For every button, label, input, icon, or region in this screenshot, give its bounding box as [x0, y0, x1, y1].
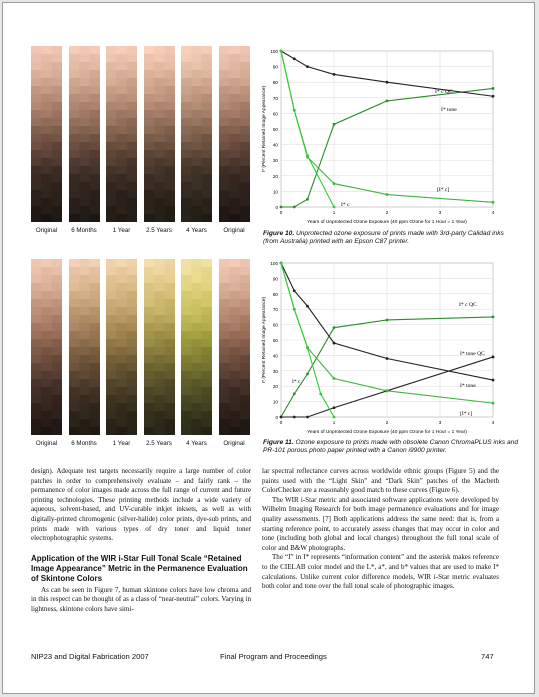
data-point: [333, 326, 336, 329]
skintone-strip: [106, 46, 137, 222]
data-point: [293, 416, 296, 419]
y-tick-label: 70: [272, 95, 278, 101]
data-point: [293, 57, 296, 60]
series-annotation: I* c: [292, 379, 301, 385]
chart-figure-11: [257, 257, 503, 437]
y-tick-label: 0: [275, 415, 278, 420]
strip-label: 6 Months: [71, 227, 97, 234]
series-annotation: [I* c]: [460, 411, 473, 417]
data-point: [386, 357, 389, 360]
strip-label: 4 Years: [186, 440, 207, 447]
skintone-strip: [31, 46, 62, 222]
skintone-strip: [144, 46, 175, 222]
caption-label: Figure 11.: [263, 439, 294, 446]
x-tick-label: 3: [438, 210, 442, 215]
x-tick-label: 3: [438, 420, 442, 425]
skintone-strip: [219, 46, 250, 222]
y-axis-label: I* (Percent Retained Image Appearance): [262, 296, 267, 384]
y-tick-label: 60: [272, 322, 278, 328]
caption-text: Unprotected ozone exposure of prints made with 3rd-party Calidad inks (from Australia) printed with an Epson C87 printer.: [263, 230, 504, 245]
y-tick-label: 90: [272, 276, 278, 282]
y-tick-label: 20: [272, 173, 278, 179]
x-tick-label: 0: [279, 210, 283, 215]
series-annotation: I* tone QC: [460, 351, 485, 357]
series-annotation: I* c QC: [435, 89, 453, 95]
data-point: [386, 389, 389, 392]
data-point: [280, 206, 283, 209]
data-point: [306, 372, 309, 375]
series-annotation: I* c: [341, 202, 350, 208]
strip-label: 2.5 Years: [146, 227, 172, 234]
data-point: [306, 65, 309, 68]
skintone-strip: [69, 46, 100, 222]
y-tick-label: 40: [272, 353, 278, 359]
footer-left: NIP23 and Digital Fabrication 2007: [31, 652, 149, 661]
series-annotation: I* tone: [460, 383, 476, 389]
paragraph: lar spectral reflectance curves across worldwide ethnic groups (Figure 5) and the paints used with the “Light Skin” and “Dark Skin” patches of the Macbeth ColorChecker are a reasonably good match to these curves (Figure 6).: [262, 467, 499, 495]
y-tick-label: 100: [270, 261, 278, 266]
data-point: [333, 182, 336, 185]
data-point: [306, 416, 309, 419]
data-point: [293, 308, 296, 311]
data-point: [386, 81, 389, 84]
y-tick-label: 50: [272, 127, 278, 132]
y-tick-label: 30: [272, 368, 278, 374]
data-point: [492, 316, 495, 319]
x-tick-label: 2: [385, 420, 389, 425]
paragraph: As can be seen in Figure 7, human skintone colors have low chroma and in this respect can be thought of as a class of “near-neutral” colors. Varying in lightness, skintone colors have simi-: [31, 585, 251, 613]
data-point: [306, 305, 309, 308]
y-tick-label: 10: [272, 399, 278, 405]
data-point: [492, 95, 495, 98]
data-point: [333, 123, 336, 126]
section-heading: Application of the WIR i-Star Full Tonal Scale “Retained Image Appearance” Metric in the Permanence Evaluation of Skintone Colors: [31, 553, 248, 583]
y-tick-label: 80: [272, 291, 278, 297]
skintone-strips-fig11: [31, 259, 251, 435]
data-point: [306, 198, 309, 201]
data-point: [333, 206, 336, 209]
left-column: [31, 467, 251, 615]
x-tick-label: 1: [332, 210, 336, 215]
strip-label: 1 Year: [112, 440, 131, 447]
footer-center: Final Program and Proceedings: [220, 652, 327, 661]
paragraph: design). Adequate test targets necessarily require a large number of color patches in order to comprehensively evaluate – and fairly rank – the permanence of color images made across the full range of current and future printing technologies. These printing methods include a wide variety of aqueous, solvent-based, and UV-curable inkjet inksets, as well as with digitally-printed chromogenic (silver-halide) color prints, dye-sub prints, and prints made with various types of dry toner and liquid toner electrophotographic systems.: [31, 467, 251, 543]
skintone-strips-fig10: [31, 46, 251, 222]
y-tick-label: 90: [272, 64, 278, 70]
data-point: [492, 356, 495, 359]
data-point: [386, 100, 389, 103]
chart-figure-10: [257, 45, 503, 227]
skintone-strip: [31, 259, 62, 435]
strip-label: 4 Years: [186, 227, 207, 234]
y-tick-label: 50: [272, 338, 278, 343]
series-annotation: I* c QC: [459, 302, 477, 308]
y-tick-label: 20: [272, 384, 278, 390]
paper-page: [2, 2, 535, 694]
data-point: [280, 416, 283, 419]
y-axis-label: I* (Percent Retained Image Appearance): [262, 85, 267, 173]
x-tick-label: 1: [332, 420, 336, 425]
y-tick-label: 60: [272, 111, 278, 117]
y-tick-label: 40: [272, 142, 278, 148]
x-axis-label: Years of Unprotected Ozone Exposure (40 ppm Ozone for 1 Hour = 1 Year): [307, 220, 467, 225]
x-tick-label: 2: [385, 210, 389, 215]
data-point: [280, 262, 283, 265]
data-point: [293, 289, 296, 292]
strip-label: 2.5 Years: [146, 440, 172, 447]
data-point: [492, 201, 495, 204]
strip-label: Original: [35, 227, 58, 234]
x-tick-label: 4: [491, 210, 495, 215]
data-point: [280, 50, 283, 53]
data-point: [306, 346, 309, 349]
skintone-strip: [219, 259, 250, 435]
data-point: [333, 416, 336, 419]
y-tick-label: 80: [272, 80, 278, 86]
data-point: [492, 402, 495, 405]
strip-label: Original: [223, 227, 245, 234]
y-tick-label: 30: [272, 158, 278, 164]
x-tick-label: 4: [491, 420, 495, 425]
data-point: [293, 109, 296, 112]
strip-label: Original: [223, 440, 245, 447]
data-point: [386, 319, 389, 322]
data-point: [293, 206, 296, 209]
data-point: [333, 342, 336, 345]
strip-label: 1 Year: [112, 227, 131, 234]
data-point: [333, 406, 336, 409]
data-point: [492, 87, 495, 90]
page-number: 747: [481, 652, 494, 661]
right-column: [262, 467, 499, 592]
paragraph: The WIR i-Star metric and associated software applications were developed by Wilhelm Imaging Research for both image permanence evaluations and for image quality assessments. [7] Both applications address the same need: that is, from a starting reference point, to accurately assess changes that may occur in color and tone (including both global and local changes) throughout the full tonal scale of color and B&W photographs.: [262, 495, 499, 552]
skintone-strip: [144, 259, 175, 435]
series-annotation: I* tone: [441, 107, 457, 113]
strip-label: 6 Months: [71, 440, 97, 447]
data-point: [306, 154, 309, 157]
skintone-strip: [181, 259, 212, 435]
data-point: [492, 379, 495, 382]
data-point: [319, 393, 322, 396]
caption-figure-10: [263, 230, 513, 246]
paragraph: The “I” in I* represents “information content” and the asterisk makes reference to the CIELAB color model and the L*, a*, and b* values that are used to make I* calculations. Unlike current color difference models, WIR i-Star metric evaluates both color and tone over the full tonal scale of photographic images.: [262, 553, 499, 591]
x-axis-label: Years of Unprotected Ozone Exposure (40 ppm Ozone for 1 Hour = 1 Year): [307, 430, 467, 435]
skintone-strip: [181, 46, 212, 222]
data-point: [386, 193, 389, 196]
y-tick-label: 10: [272, 189, 278, 195]
strip-label: Original: [35, 440, 58, 447]
data-point: [293, 393, 296, 396]
caption-label: Figure 10.: [263, 230, 295, 237]
skintone-strip: [106, 259, 137, 435]
y-tick-label: 0: [275, 205, 278, 210]
data-point: [333, 73, 336, 76]
skintone-strip: [69, 259, 100, 435]
y-tick-label: 100: [270, 49, 278, 54]
y-tick-label: 70: [272, 307, 278, 313]
series-annotation: [I* c]: [437, 187, 450, 193]
x-tick-label: 0: [279, 420, 283, 425]
data-point: [333, 377, 336, 380]
caption-text: Ozone exposure to prints made with obsolete Canon ChromaPLUS inks and PR-101 porous photo paper printed with a Canon i9900 printer.: [263, 439, 518, 454]
caption-figure-11: [263, 439, 518, 455]
